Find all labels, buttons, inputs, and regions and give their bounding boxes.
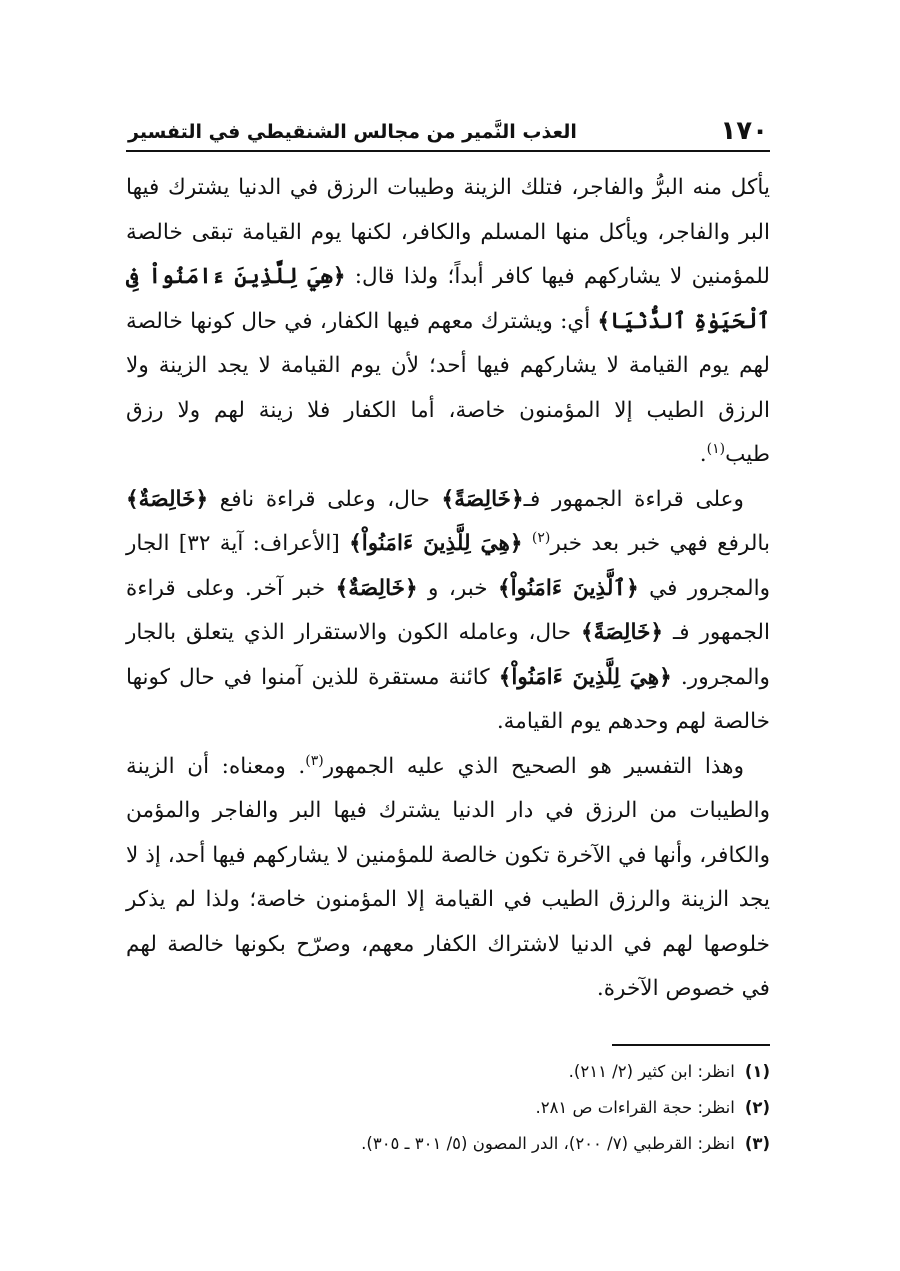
text-span: وعلى قراءة الجمهور فـ xyxy=(523,486,744,512)
text-span: أي: ويشترك معهم فيها الكفار، في حال كونها خالصة لهم يوم القيامة لا يشاركهم فيها أحد؛ لأن يوم القيامة لا يجد الزينة ولا الرزق الطيب إلا المؤمنون خاصة، أما الكفار فلا زينة لهم ولا رزق طيب xyxy=(126,308,770,467)
body-text xyxy=(126,166,770,1012)
footnote-text: انظر: القرطبي (٧/ ٢٠٠)، الدر المصون (٥/ ٣٠١ ـ ٣٠٥). xyxy=(361,1134,735,1153)
footnote-number: (١) xyxy=(744,1062,770,1081)
paragraph-2 xyxy=(126,478,770,745)
quran-quote: ﴿خَالِصَةً﴾ xyxy=(580,620,664,645)
quran-quote: ﴿هِيَ لِلَّذِينَ ءَامَنُواْ فِى ٱلْحَيَوٰةِ ٱلدُّنْيَا﴾ xyxy=(126,264,770,334)
quran-quote: ﴿ٱلَّذِينَ ءَامَنُواْ﴾ xyxy=(497,575,639,601)
quran-quote: ﴿هِيَ لِلَّذِينَ ءَامَنُواْ﴾ xyxy=(498,664,672,690)
text-span: يأكل منه البرُّ والفاجر، فتلك الزينة وطيبات الرزق في الدنيا يشترك فيها البر والفاجر، ويأكل منها المسلم والكافر، لكنها يوم القيامة تبقى خالصة للمؤمنين لا يشاركهم فيها كافر أبداً؛ ولذا قال: xyxy=(126,175,771,289)
text-span: حال، وعامله الكون والاستقرار الذي يتعلق بالجار والمجرور. xyxy=(126,620,770,690)
quran-quote: ﴿خَالِصَةً﴾ xyxy=(441,486,524,512)
header-rule xyxy=(126,150,770,152)
text-span: حال، وعلى قراءة نافع xyxy=(208,486,442,512)
quran-quote: ﴿خَالِصَةٌ﴾ xyxy=(126,486,209,512)
paragraph-1 xyxy=(126,166,770,478)
footnote-ref-1[interactable]: (١) xyxy=(706,440,726,457)
text-span: خبر، و xyxy=(417,575,498,601)
footnote-ref-3[interactable]: (٣) xyxy=(305,752,324,769)
text-span: . xyxy=(699,442,707,467)
footnote-number: (٢) xyxy=(744,1098,770,1117)
footnote-ref-2[interactable]: (٢) xyxy=(531,529,551,546)
text-span: بالرفع فهي خبر بعد خبر xyxy=(550,531,770,556)
running-title: العذب النَّمير من مجالس الشنقيطي في التفسير xyxy=(128,121,577,143)
footnote-separator xyxy=(612,1044,770,1046)
quran-quote: ﴿خَالِصَةٌ﴾ xyxy=(335,575,418,601)
footnote-2 xyxy=(126,1090,770,1126)
paragraph-3 xyxy=(126,745,770,1012)
footnote-number: (٣) xyxy=(744,1134,770,1153)
text-span: . ومعناه: أن الزينة والطيبات من الرزق في دار الدنيا يشترك فيها البر والفاجر والمؤمن والكافر، وأنها في الآخرة تكون خالصة للمؤمنين لا يشاركهم فيها أحد، إذ لا يجد الزينة والرزق الطيب في القيامة إلا المؤمنون خاصة؛ ولذا لم يذكر خلوصها لهم في الدنيا لاشتراك الكفار معهم، وصرّح بكونها خالصة لهم في خصوص الآخرة. xyxy=(126,753,770,1001)
footnotes xyxy=(126,1054,770,1162)
footnote-3 xyxy=(126,1126,770,1162)
quran-quote: ﴿هِيَ لِلَّذِينَ ءَامَنُواْ﴾ xyxy=(349,531,523,556)
footnote-1 xyxy=(126,1054,770,1090)
page-header xyxy=(128,104,768,146)
text-span: [الأعراف: آية ٣٢] الجار والمجرور في xyxy=(126,531,770,601)
footnote-text: انظر: حجة القراءات ص ٢٨١. xyxy=(535,1098,735,1117)
text-span: خبر آخر. وعلى قراءة الجمهور فـ xyxy=(126,575,771,645)
footnote-text: انظر: ابن كثير (٢/ ٢١١). xyxy=(568,1062,735,1081)
text-span xyxy=(523,531,532,556)
page-number: ١٧٠ xyxy=(720,116,768,146)
text-span: كائنة مستقرة للذين آمنوا في حال كونها خالصة لهم وحدهم يوم القيامة. xyxy=(126,664,770,734)
text-span: وهذا التفسير هو الصحيح الذي عليه الجمهور xyxy=(323,753,744,779)
